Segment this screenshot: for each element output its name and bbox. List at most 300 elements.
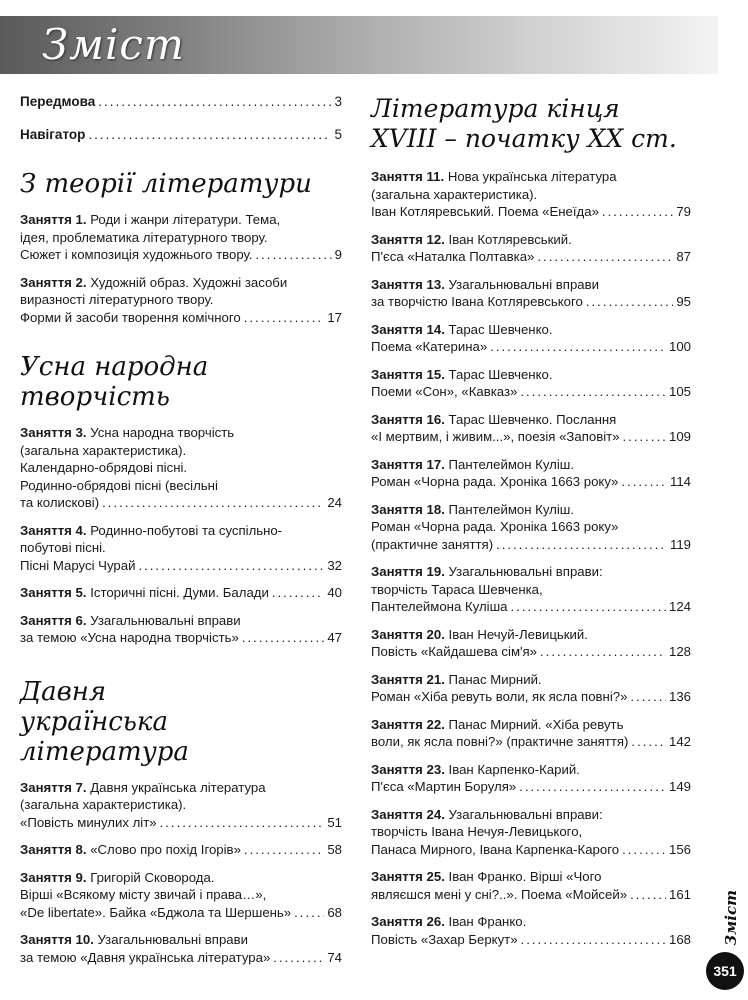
toc-section bbox=[20, 169, 342, 326]
toc-entry[interactable] bbox=[20, 612, 342, 647]
page-number: 40 bbox=[327, 585, 342, 600]
entry-line-text: (загальна характеристика). bbox=[20, 442, 187, 458]
entry-line-text: Іван Франко. Вірші «Чого bbox=[448, 869, 602, 884]
toc-entry[interactable] bbox=[20, 211, 342, 264]
entry-line bbox=[371, 456, 691, 474]
entry-line bbox=[20, 211, 342, 229]
entry-line bbox=[371, 473, 691, 491]
page-number: 114 bbox=[669, 474, 691, 489]
entry-line-text: Роди і жанри літератури. Тема, bbox=[90, 212, 281, 227]
entry-line-text: Родинно-побутові та суспільно- bbox=[90, 522, 283, 538]
leader-dots bbox=[273, 949, 324, 967]
entry-line bbox=[371, 366, 691, 384]
page-number: 32 bbox=[327, 557, 342, 573]
entry-line bbox=[371, 778, 691, 796]
entry-line-text: П'єса «Наталка Полтавка» bbox=[371, 249, 535, 264]
entry-line bbox=[371, 248, 691, 266]
toc-entry[interactable] bbox=[371, 868, 691, 903]
entry-line-text: Тарас Шевченко. bbox=[448, 321, 553, 337]
entry-line-text: Іван Котляревський. Поема «Енеїда» bbox=[371, 204, 599, 219]
entry-text bbox=[20, 904, 291, 922]
entry-text bbox=[371, 886, 627, 904]
entry-line bbox=[20, 459, 342, 477]
entry-text bbox=[371, 502, 574, 517]
lesson-label: Заняття 8. bbox=[20, 842, 87, 857]
entry-line bbox=[371, 338, 691, 356]
entry-line bbox=[371, 823, 691, 841]
leader-dots bbox=[537, 248, 673, 266]
toc-entry[interactable] bbox=[20, 931, 342, 966]
entry-text bbox=[20, 425, 234, 440]
leader-dots bbox=[160, 814, 325, 832]
entry-line-text: Панас Мирний. «Хіба ревуть bbox=[448, 716, 624, 732]
page-number: 47 bbox=[327, 630, 342, 645]
entry-line-text: Роман «Чорна рада. Хроніка 1663 року» bbox=[371, 474, 619, 489]
entry-text bbox=[371, 428, 620, 446]
entry-line-text: виразності літературного твору. bbox=[20, 292, 214, 307]
entry-line bbox=[371, 563, 691, 581]
lesson-label: Заняття 26. bbox=[371, 914, 445, 929]
page-number: 3 bbox=[334, 94, 342, 109]
page-number: 142 bbox=[668, 734, 691, 749]
page-number: 5 bbox=[334, 127, 342, 142]
lesson-label: Заняття 10. bbox=[20, 932, 94, 947]
entry-text bbox=[371, 914, 526, 929]
entry-line-text: Родинно-обрядові пісні (весільні bbox=[20, 477, 218, 493]
entry-line-text: Сюжет і композиція художнього твору. bbox=[20, 247, 253, 262]
lesson-label: Заняття 15. bbox=[371, 366, 445, 382]
entry-text bbox=[371, 277, 599, 292]
entry-text bbox=[20, 629, 239, 647]
entry-text bbox=[371, 672, 542, 687]
lesson-label: Заняття 5. bbox=[20, 585, 87, 600]
page-number: 105 bbox=[668, 384, 691, 399]
entry-line bbox=[371, 428, 691, 446]
entry-text bbox=[20, 540, 106, 555]
section-title bbox=[371, 94, 691, 154]
entry-text bbox=[371, 688, 627, 706]
entry-line bbox=[20, 291, 342, 309]
page-number: 149 bbox=[668, 779, 691, 794]
entry-line bbox=[20, 229, 342, 247]
section-title: Давня українська література bbox=[20, 676, 189, 767]
entry-text bbox=[371, 841, 619, 859]
entry-text bbox=[20, 443, 186, 458]
toc-entry[interactable] bbox=[371, 231, 691, 266]
toc-entry[interactable] bbox=[371, 563, 691, 616]
entry-line-text: Узагальнювальні вправи bbox=[90, 612, 241, 628]
entry-line-text: «De libertate». Байка «Бджола та Шершень» bbox=[20, 904, 292, 920]
page-number: 87 bbox=[676, 249, 691, 264]
entry-text bbox=[371, 248, 534, 266]
entry-line bbox=[371, 931, 691, 949]
entry-line bbox=[20, 557, 342, 575]
leader-dots bbox=[519, 778, 666, 796]
toc-entry[interactable] bbox=[371, 321, 691, 356]
entry-text bbox=[20, 841, 241, 859]
leader-dots bbox=[496, 536, 667, 554]
entry-text bbox=[20, 780, 266, 795]
entry-line-text: Пантелеймон Куліш. bbox=[448, 501, 575, 517]
entry-line-text: творчість Івана Нечуя-Левицького, bbox=[371, 824, 583, 839]
leader-dots bbox=[102, 494, 324, 512]
entry-text bbox=[20, 523, 282, 538]
front-matter-item[interactable] bbox=[20, 94, 342, 110]
leader-dots bbox=[490, 338, 666, 356]
page-number: 51 bbox=[327, 814, 342, 830]
page-number: 100 bbox=[668, 339, 691, 354]
entry-line bbox=[20, 949, 342, 967]
lesson-label: Заняття 21. bbox=[371, 671, 445, 687]
entry-text bbox=[371, 824, 582, 839]
lesson-label: Заняття 17. bbox=[371, 456, 445, 472]
front-matter bbox=[20, 94, 342, 143]
entry-line bbox=[371, 841, 691, 859]
toc-entry[interactable] bbox=[371, 761, 691, 796]
entry-line-text: Давня українська література bbox=[90, 779, 266, 795]
toc-entry[interactable] bbox=[371, 411, 691, 446]
entry-line bbox=[20, 424, 342, 442]
entry-line-text: Григорій Сковорода. bbox=[90, 869, 215, 885]
entry-line bbox=[20, 629, 342, 647]
lesson-label: Заняття 23. bbox=[371, 761, 445, 777]
side-tab: Зміст bbox=[722, 890, 740, 946]
toc-entry[interactable] bbox=[371, 626, 691, 661]
entry-line bbox=[371, 276, 691, 294]
entry-line bbox=[20, 931, 342, 949]
entry-line-text: воли, як ясла повні?» (практичне заняття) bbox=[371, 734, 629, 749]
entry-line-text: Пантелеймона Куліша bbox=[371, 599, 508, 614]
entry-text bbox=[20, 494, 99, 512]
entry-line bbox=[371, 293, 691, 311]
toc-entry[interactable] bbox=[371, 671, 691, 706]
entry-line bbox=[20, 796, 342, 814]
leader-dots bbox=[623, 428, 666, 446]
leader-dots bbox=[540, 643, 666, 661]
page-number: 161 bbox=[668, 886, 691, 902]
entry-text bbox=[20, 949, 270, 967]
entry-line bbox=[371, 716, 691, 734]
entry-line bbox=[20, 584, 342, 602]
lesson-label: Заняття 1. bbox=[20, 212, 87, 227]
entry-line bbox=[371, 411, 691, 429]
entry-line-text: (загальна характеристика). bbox=[20, 797, 187, 812]
entry-line bbox=[371, 886, 691, 904]
entry-line-text: Художній образ. Художні засоби bbox=[90, 274, 288, 290]
entry-line bbox=[20, 539, 342, 557]
toc-entry[interactable] bbox=[20, 841, 342, 859]
leader-dots bbox=[511, 598, 666, 616]
entry-line bbox=[371, 501, 691, 519]
entry-line bbox=[371, 733, 691, 751]
entry-line-text: Поема «Катерина» bbox=[371, 339, 488, 354]
entry-line bbox=[371, 598, 691, 616]
page-number: 136 bbox=[668, 689, 691, 704]
entry-line-text: Іван Карпенко-Карий. bbox=[448, 761, 580, 777]
entry-text bbox=[371, 582, 543, 597]
entry-line-text: Узагальнювальні вправи bbox=[448, 276, 599, 292]
leader-dots bbox=[244, 841, 324, 859]
entry-line-text: Узагальнювальні вправи: bbox=[448, 564, 603, 579]
section-title: З теорії літератури bbox=[20, 169, 312, 199]
entry-text bbox=[20, 797, 186, 812]
entry-text bbox=[371, 643, 537, 661]
entry-line bbox=[371, 581, 691, 599]
entry-line bbox=[371, 518, 691, 536]
leader-dots bbox=[98, 94, 331, 110]
entry-text bbox=[20, 478, 218, 493]
entry-text bbox=[20, 212, 280, 227]
entry-text bbox=[371, 762, 580, 777]
leader-dots bbox=[630, 688, 666, 706]
right-column bbox=[371, 94, 691, 958]
page-number-badge: 351 bbox=[706, 952, 744, 990]
page-number: 17 bbox=[327, 309, 342, 325]
toc-entry[interactable] bbox=[371, 716, 691, 751]
leader-dots bbox=[242, 629, 325, 647]
entry-line bbox=[20, 612, 342, 630]
front-matter-title: Передмова bbox=[20, 94, 96, 109]
entry-line-text: «І мертвим, і живим...», поезія «Заповіт» bbox=[371, 429, 620, 444]
entry-text bbox=[371, 807, 603, 822]
page-number: 119 bbox=[669, 536, 691, 552]
lesson-label: Заняття 14. bbox=[371, 321, 445, 337]
entry-line bbox=[20, 246, 342, 264]
entry-text bbox=[371, 717, 623, 732]
left-column bbox=[20, 94, 342, 976]
toc-entry[interactable] bbox=[371, 168, 691, 221]
entry-line-text: (загальна характеристика). bbox=[371, 186, 538, 202]
entry-text bbox=[371, 293, 583, 311]
leader-dots bbox=[621, 473, 667, 491]
entry-line-text: творчість Тараса Шевченка, bbox=[371, 581, 543, 597]
page-number: 95 bbox=[676, 294, 691, 309]
entry-line-text: за темою «Усна народна творчість» bbox=[20, 630, 239, 645]
entry-line bbox=[371, 203, 691, 221]
entry-text bbox=[371, 187, 537, 202]
entry-line bbox=[371, 383, 691, 401]
lesson-label: Заняття 6. bbox=[20, 612, 87, 628]
contents-banner bbox=[0, 16, 718, 74]
toc-entry[interactable] bbox=[20, 779, 342, 832]
entry-line bbox=[20, 904, 342, 922]
entry-line-text: Форми й засоби творення комічного bbox=[20, 309, 241, 325]
entry-text bbox=[371, 338, 487, 356]
entry-line bbox=[371, 913, 691, 931]
entry-line-text: «Повість минулих літ» bbox=[20, 814, 157, 830]
entry-text bbox=[20, 584, 269, 602]
entry-text bbox=[371, 564, 603, 579]
leader-dots bbox=[630, 886, 666, 904]
lesson-label: Заняття 11. bbox=[371, 169, 445, 184]
entry-line bbox=[20, 841, 342, 859]
entry-line-text: Іван Котляревський. bbox=[448, 231, 572, 247]
entry-text bbox=[371, 519, 618, 534]
lesson-label: Заняття 25. bbox=[371, 869, 445, 884]
section-title: Усна народна творчість bbox=[20, 352, 209, 412]
entry-text bbox=[371, 627, 588, 642]
toc-entry[interactable] bbox=[20, 869, 342, 922]
toc-entry[interactable] bbox=[20, 522, 342, 575]
page-number: 168 bbox=[668, 931, 691, 947]
entry-line-text: Поеми «Сон», «Кавказ» bbox=[371, 384, 518, 399]
page-number: 68 bbox=[327, 904, 342, 920]
entry-line bbox=[20, 494, 342, 512]
entry-line-text: Тарас Шевченко. bbox=[448, 366, 553, 382]
toc-section bbox=[20, 677, 342, 967]
entry-text bbox=[20, 887, 266, 902]
entry-text bbox=[371, 733, 628, 751]
leader-dots bbox=[255, 246, 331, 264]
toc-entry[interactable] bbox=[20, 424, 342, 512]
page-title: Зміст bbox=[42, 20, 185, 69]
entry-text bbox=[20, 275, 287, 290]
entry-line bbox=[371, 806, 691, 824]
lesson-label: Заняття 2. bbox=[20, 274, 87, 290]
entry-line-text: Історичні пісні. Думи. Балади bbox=[90, 585, 269, 600]
entry-text bbox=[20, 230, 268, 245]
entry-line bbox=[20, 869, 342, 887]
entry-line bbox=[20, 522, 342, 540]
page-number: 24 bbox=[327, 495, 342, 510]
entry-line bbox=[371, 536, 691, 554]
leader-dots bbox=[520, 383, 666, 401]
entry-text bbox=[371, 778, 516, 796]
leader-dots bbox=[244, 309, 325, 327]
entry-line bbox=[371, 671, 691, 689]
entry-text bbox=[371, 473, 618, 491]
right-entries bbox=[371, 168, 691, 948]
leader-dots bbox=[602, 203, 673, 221]
leader-dots bbox=[138, 557, 324, 575]
entry-line-text: Іван Франко. bbox=[448, 914, 527, 929]
entry-line-text: Роман «Чорна рада. Хроніка 1663 року» bbox=[371, 519, 619, 534]
front-matter-title: Навігатор bbox=[20, 127, 86, 142]
entry-line-text: побутові пісні. bbox=[20, 540, 106, 555]
entry-line-text: Усна народна творчість bbox=[90, 425, 235, 440]
entry-line bbox=[371, 231, 691, 249]
entry-line-text: Панас Мирний. bbox=[448, 671, 542, 687]
front-matter-item[interactable] bbox=[20, 127, 342, 143]
page-number: 58 bbox=[327, 842, 342, 857]
entry-line bbox=[371, 761, 691, 779]
toc-entry[interactable] bbox=[371, 806, 691, 859]
entry-text bbox=[20, 814, 157, 832]
entry-line-text: «Слово про похід Ігорів» bbox=[90, 842, 241, 857]
entry-line-text: Пантелеймон Куліш. bbox=[448, 456, 575, 472]
entry-line bbox=[20, 779, 342, 797]
leader-dots bbox=[88, 127, 331, 143]
lesson-label: Заняття 12. bbox=[371, 231, 445, 247]
section-title-text: Література кінця XVIII – початку XX ст. bbox=[371, 94, 677, 153]
page-number: 156 bbox=[668, 841, 691, 857]
entry-line bbox=[371, 868, 691, 886]
entry-line-text: являєшся мені у сні?..». Поема «Мойсей» bbox=[371, 886, 628, 902]
entry-text bbox=[20, 870, 215, 885]
entry-line bbox=[20, 274, 342, 292]
entry-line-text: Узагальнювальні вправи bbox=[97, 932, 248, 947]
leader-dots bbox=[294, 904, 324, 922]
entry-text bbox=[371, 367, 553, 382]
lesson-label: Заняття 13. bbox=[371, 276, 445, 292]
toc-entry[interactable] bbox=[371, 456, 691, 491]
entry-line bbox=[371, 168, 691, 186]
entry-text bbox=[371, 169, 617, 184]
page-number: 109 bbox=[668, 429, 691, 444]
entry-line bbox=[371, 643, 691, 661]
entry-text bbox=[371, 203, 599, 221]
toc-entry[interactable] bbox=[371, 276, 691, 311]
lesson-label: Заняття 20. bbox=[371, 626, 445, 642]
entry-line-text: Роман «Хіба ревуть воли, як ясла повні?» bbox=[371, 689, 628, 704]
lesson-label: Заняття 19. bbox=[371, 564, 445, 579]
entry-line bbox=[371, 688, 691, 706]
entry-text bbox=[371, 931, 518, 949]
entry-line-text: (практичне заняття) bbox=[371, 536, 494, 552]
lesson-label: Заняття 22. bbox=[371, 716, 445, 732]
entry-text bbox=[371, 322, 553, 337]
entry-text bbox=[371, 869, 601, 884]
toc-section bbox=[20, 352, 342, 647]
entry-line bbox=[20, 442, 342, 460]
lesson-label: Заняття 16. bbox=[371, 411, 445, 427]
lesson-label: Заняття 7. bbox=[20, 779, 87, 795]
lesson-label: Заняття 24. bbox=[371, 806, 445, 822]
entry-line-text: Повість «Захар Беркут» bbox=[371, 931, 518, 947]
entry-text bbox=[20, 557, 135, 575]
entry-text bbox=[20, 613, 241, 628]
page-number: 124 bbox=[668, 599, 691, 614]
left-sections bbox=[20, 169, 342, 966]
entry-text bbox=[371, 383, 517, 401]
leader-dots bbox=[521, 931, 666, 949]
lesson-label: Заняття 4. bbox=[20, 522, 87, 538]
entry-line-text: Повість «Кайдашева сім'я» bbox=[371, 644, 538, 659]
entry-line-text: Пісні Марусі Чурай bbox=[20, 557, 136, 573]
toc-entry[interactable] bbox=[371, 366, 691, 401]
entry-line bbox=[20, 886, 342, 904]
entry-line-text: Іван Нечуй-Левицький. bbox=[448, 626, 588, 642]
entry-line bbox=[20, 814, 342, 832]
toc-entry[interactable] bbox=[371, 913, 691, 948]
entry-text bbox=[371, 232, 572, 247]
toc-entry[interactable] bbox=[20, 584, 342, 602]
entry-line-text: Вірші «Всякому місту звичай і права…», bbox=[20, 887, 267, 902]
entry-text bbox=[20, 460, 187, 475]
leader-dots bbox=[586, 293, 673, 311]
toc-entry[interactable] bbox=[20, 274, 342, 327]
entry-text bbox=[20, 292, 213, 307]
entry-line-text: Панаса Мирного, Івана Карпенка-Карого bbox=[371, 841, 620, 857]
entry-text bbox=[371, 457, 574, 472]
entry-line-text: Узагальнювальні вправи: bbox=[448, 806, 603, 822]
entry-text bbox=[20, 246, 252, 264]
page-number: 128 bbox=[668, 644, 691, 659]
entry-text bbox=[371, 598, 508, 616]
page-number: 79 bbox=[676, 204, 691, 219]
entry-line bbox=[371, 186, 691, 204]
entry-line-text: Нова українська література bbox=[447, 169, 617, 184]
lesson-label: Заняття 9. bbox=[20, 869, 87, 885]
leader-dots bbox=[272, 584, 324, 602]
entry-text bbox=[20, 932, 248, 947]
entry-text bbox=[20, 309, 241, 327]
entry-line-text: за творчістю Івана Котляревського bbox=[371, 294, 583, 309]
entry-line bbox=[371, 321, 691, 339]
toc-entry[interactable] bbox=[371, 501, 691, 554]
entry-line bbox=[20, 309, 342, 327]
page-number: 9 bbox=[334, 247, 342, 262]
